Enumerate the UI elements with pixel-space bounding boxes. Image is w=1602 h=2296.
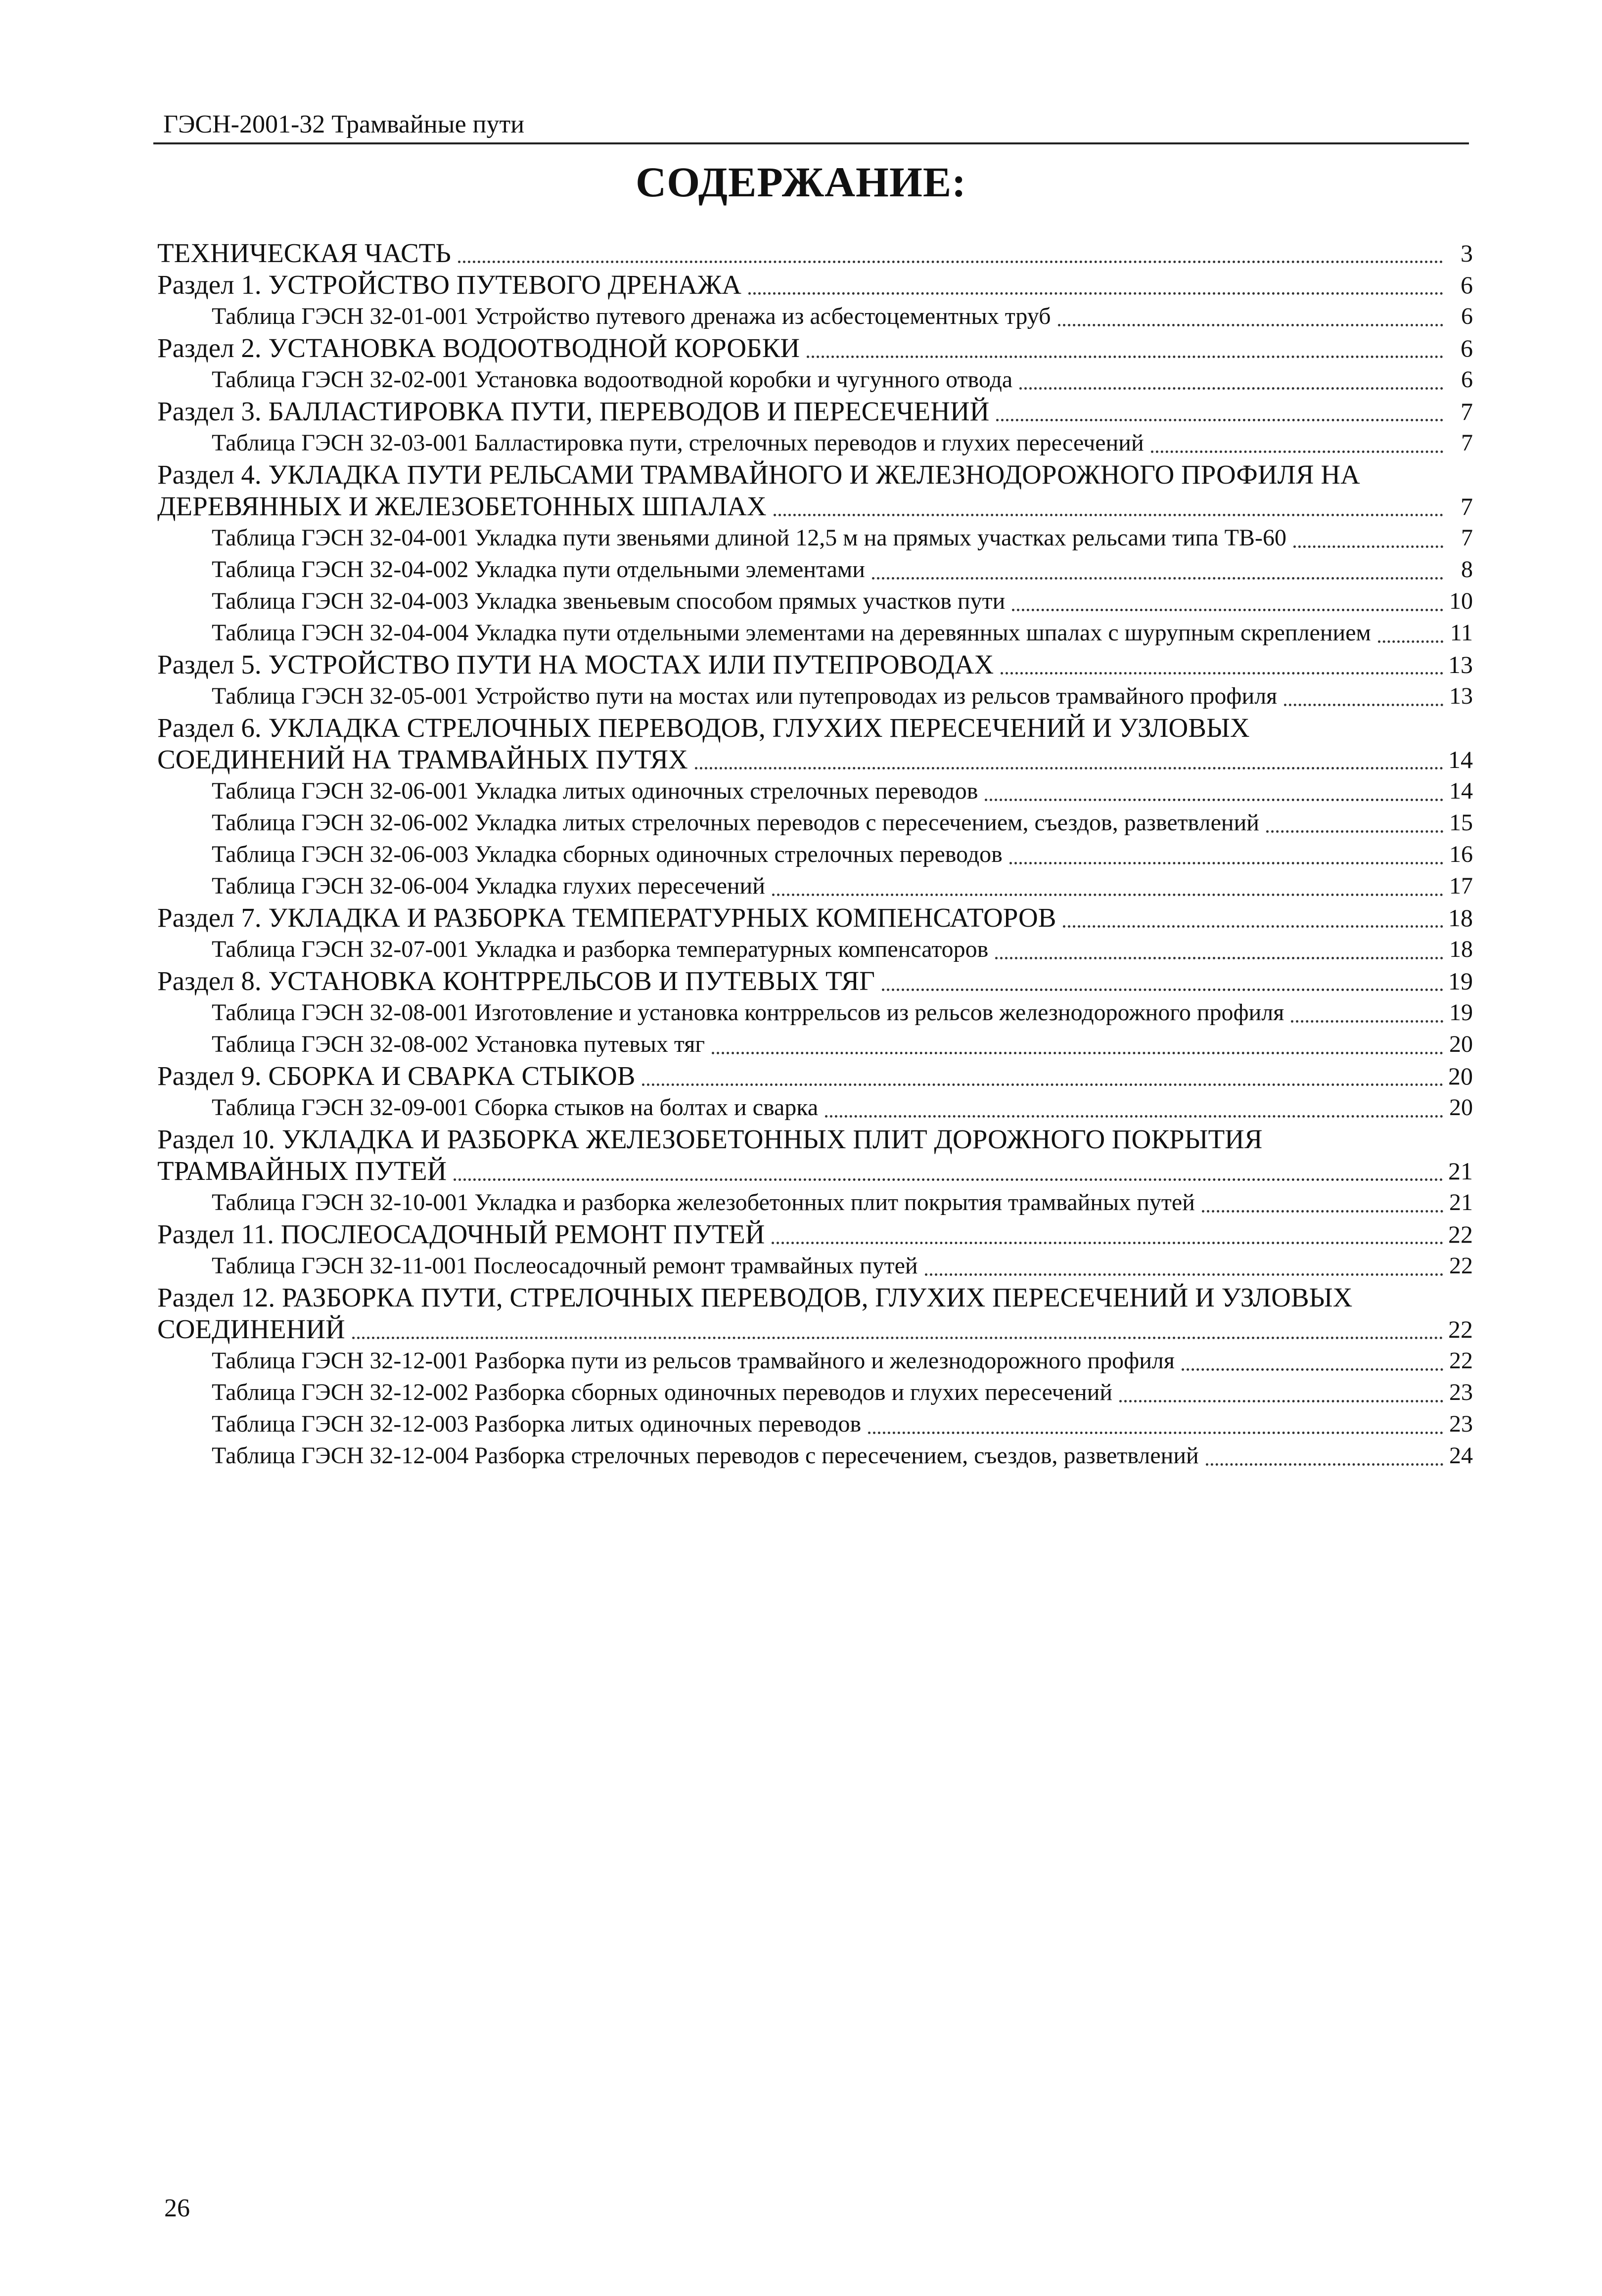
toc-page-number: 23: [1449, 1411, 1473, 1437]
toc-entry-text: Раздел 3. БАЛЛАСТИРОВКА ПУТИ, ПЕРЕВОДОВ И ПЕРЕСЕЧЕНИЙ: [157, 396, 990, 426]
toc-entry-text: ТЕХНИЧЕСКАЯ ЧАСТЬ: [157, 238, 451, 268]
toc-table-entry[interactable]: [157, 522, 1473, 554]
toc-table-entry[interactable]: [157, 680, 1473, 712]
toc-page-number: 8: [1461, 556, 1473, 583]
dot-leader: [458, 261, 1443, 263]
toc-entry-text: Таблица ГЭСН 32-12-003 Разборка литых одиночных переводов: [212, 1411, 862, 1437]
toc-table-entry[interactable]: [157, 617, 1473, 649]
dot-leader: [454, 1178, 1443, 1181]
toc-table-entry[interactable]: [157, 1029, 1473, 1060]
toc-page-number: 19: [1448, 967, 1473, 995]
toc-entry-text: Раздел 5. УСТРОЙСТВО ПУТИ НА МОСТАХ ИЛИ ПУТЕПРОВОДАХ: [157, 649, 994, 679]
toc-entry-text: Таблица ГЭСН 32-08-002 Установка путевых тяг: [212, 1031, 705, 1057]
toc-entry-text: Раздел 1. УСТРОЙСТВО ПУТЕВОГО ДРЕНАЖА: [157, 270, 741, 300]
toc-section-entry[interactable]: [157, 712, 1473, 775]
toc-page-number: 7: [1461, 493, 1473, 520]
toc-section-entry[interactable]: [157, 1060, 1473, 1092]
dot-leader: [882, 989, 1443, 991]
dot-leader: [1063, 925, 1443, 928]
toc-table-entry[interactable]: [157, 364, 1473, 396]
toc-page-number: 17: [1449, 873, 1473, 899]
toc-page-number: 7: [1461, 398, 1473, 425]
toc-page-number: 15: [1449, 810, 1473, 836]
toc-table-entry[interactable]: [157, 554, 1473, 585]
dot-leader: [1293, 545, 1443, 548]
dot-leader: [1291, 1020, 1443, 1023]
dot-leader: [642, 1083, 1443, 1086]
toc-table-entry[interactable]: [157, 1377, 1473, 1408]
toc-page-number: 20: [1448, 1062, 1473, 1090]
toc-page-number: 14: [1449, 778, 1473, 804]
toc-section-entry[interactable]: [157, 1218, 1473, 1250]
table-of-contents: [157, 237, 1473, 1472]
toc-table-entry[interactable]: [157, 839, 1473, 870]
dot-leader: [807, 356, 1443, 358]
dot-leader: [1058, 324, 1443, 326]
toc-page-number: 6: [1461, 271, 1473, 299]
toc-entry-text: Раздел 9. СБОРКА И СВАРКА СТЫКОВ: [157, 1061, 636, 1091]
toc-section-entry[interactable]: [157, 459, 1473, 522]
toc-entry-text: Таблица ГЭСН 32-07-001 Укладка и разборка температурных компенсаторов: [212, 936, 989, 962]
toc-table-entry[interactable]: [157, 585, 1473, 617]
toc-entry-text: Таблица ГЭСН 32-06-001 Укладка литых одиночных стрелочных переводов: [212, 778, 978, 804]
toc-entry-text: Раздел 2. УСТАНОВКА ВОДООТВОДНОЙ КОРОБКИ: [157, 333, 800, 363]
dot-leader: [1151, 450, 1443, 453]
toc-entry-text: Таблица ГЭСН 32-10-001 Укладка и разборка железобетонных плит покрытия трамвайных путей: [212, 1189, 1195, 1216]
toc-section-entry[interactable]: [157, 1124, 1473, 1187]
dot-leader: [1019, 387, 1443, 390]
toc-page-number: 20: [1449, 1094, 1473, 1121]
toc-entry-text: Таблица ГЭСН 32-12-004 Разборка стрелочных переводов с пересечением, съездов, разветвлений: [212, 1442, 1199, 1469]
dot-leader: [1012, 609, 1443, 611]
dot-leader: [985, 799, 1443, 801]
toc-page-number: 19: [1449, 999, 1473, 1026]
toc-page-number: 3: [1461, 239, 1473, 267]
toc-page-number: 18: [1448, 904, 1473, 932]
toc-entry-text: Таблица ГЭСН 32-06-004 Укладка глухих пересечений: [212, 873, 765, 899]
dot-leader: [1119, 1400, 1443, 1402]
toc-entry-text: Таблица ГЭСН 32-09-001 Сборка стыков на болтах и сварка: [212, 1094, 819, 1121]
toc-entry-text: Таблица ГЭСН 32-12-002 Разборка сборных одиночных переводов и глухих пересечений: [212, 1379, 1113, 1405]
toc-entry-text: Раздел 6. УКЛАДКА СТРЕЛОЧНЫХ ПЕРЕВОДОВ, ГЛУХИХ ПЕРЕСЕЧЕНИЙ И УЗЛОВЫХ СОЕДИНЕНИЙ НА ТРАМВАЙНЫХ ПУТЯХ: [157, 713, 1250, 774]
toc-page-number: 6: [1461, 366, 1473, 393]
toc-section-entry[interactable]: [157, 965, 1473, 997]
dot-leader: [1284, 704, 1443, 706]
toc-page-number: 7: [1461, 430, 1473, 456]
toc-entry-text: Раздел 4. УКЛАДКА ПУТИ РЕЛЬСАМИ ТРАМВАЙНОГО И ЖЕЛЕЗНОДОРОЖНОГО ПРОФИЛЯ НА ДЕРЕВЯННЫХ И ЖЕЛЕЗОБЕТОННЫХ ШПАЛАХ: [157, 459, 1360, 521]
toc-table-entry[interactable]: [157, 1440, 1473, 1472]
dot-leader: [772, 894, 1443, 896]
toc-section-entry[interactable]: [157, 237, 1473, 269]
dot-leader: [872, 577, 1443, 580]
toc-section-entry[interactable]: [157, 902, 1473, 934]
header-rule: [153, 142, 1469, 144]
dot-leader: [712, 1052, 1443, 1054]
toc-entry-text: Таблица ГЭСН 32-12-001 Разборка пути из рельсов трамвайного и железнодорожного профиля: [212, 1348, 1175, 1374]
dot-leader: [1182, 1368, 1443, 1371]
toc-entry-text: Раздел 10. УКЛАДКА И РАЗБОРКА ЖЕЛЕЗОБЕТОННЫХ ПЛИТ ДОРОЖНОГО ПОКРЫТИЯ ТРАМВАЙНЫХ ПУТЕЙ: [157, 1124, 1263, 1186]
toc-page-number: 22: [1449, 1253, 1473, 1279]
toc-section-entry[interactable]: [157, 649, 1473, 680]
toc-table-entry[interactable]: [157, 870, 1473, 902]
toc-table-entry[interactable]: [157, 1345, 1473, 1377]
dot-leader: [1001, 672, 1443, 675]
toc-section-entry[interactable]: [157, 396, 1473, 427]
toc-table-entry[interactable]: [157, 1092, 1473, 1124]
toc-entry-text: Таблица ГЭСН 32-04-002 Укладка пути отдельными элементами: [212, 556, 865, 583]
toc-page-number: 18: [1449, 936, 1473, 962]
dot-leader: [1202, 1210, 1443, 1213]
dot-leader: [996, 419, 1443, 421]
toc-table-entry[interactable]: [157, 1187, 1473, 1218]
dot-leader: [772, 1242, 1443, 1244]
toc-page-number: 21: [1449, 1189, 1473, 1216]
page-title: СОДЕРЖАНИЕ:: [636, 158, 966, 206]
dot-leader: [868, 1432, 1443, 1434]
toc-table-entry[interactable]: [157, 427, 1473, 459]
toc-page-number: 6: [1461, 334, 1473, 362]
toc-table-entry[interactable]: [157, 934, 1473, 965]
toc-page-number: 13: [1448, 651, 1473, 678]
page-number: 26: [164, 2194, 190, 2222]
dot-leader: [1206, 1463, 1443, 1466]
toc-entry-text: Таблица ГЭСН 32-04-003 Укладка звеньевым способом прямых участков пути: [212, 588, 1006, 614]
toc-entry-text: Таблица ГЭСН 32-02-001 Установка водоотводной коробки и чугунного отвода: [212, 366, 1013, 393]
toc-entry-text: Таблица ГЭСН 32-04-001 Укладка пути звеньями длиной 12,5 м на прямых участках рельсами типа ТВ-60: [212, 525, 1286, 551]
toc-page-number: 7: [1461, 525, 1473, 551]
toc-page-number: 13: [1449, 683, 1473, 709]
toc-entry-text: Раздел 8. УСТАНОВКА КОНТРРЕЛЬСОВ И ПУТЕВЫХ ТЯГ: [157, 966, 875, 996]
toc-section-entry[interactable]: [157, 269, 1473, 301]
toc-page-number: 23: [1449, 1379, 1473, 1405]
toc-section-entry[interactable]: [157, 332, 1473, 364]
toc-entry-text: Таблица ГЭСН 32-05-001 Устройство пути на мостах или путепроводах из рельсов трамвайного профиля: [212, 683, 1278, 709]
dot-leader: [774, 514, 1443, 516]
toc-page-number: 22: [1449, 1348, 1473, 1374]
toc-page-number: 11: [1450, 620, 1473, 646]
toc-table-entry[interactable]: [157, 775, 1473, 807]
toc-entry-text: Таблица ГЭСН 32-08-001 Изготовление и установка контррельсов из рельсов железнодорожного профиля: [212, 999, 1284, 1026]
dot-leader: [695, 767, 1443, 769]
toc-page-number: 14: [1448, 746, 1473, 773]
toc-page-number: 20: [1449, 1031, 1473, 1057]
toc-page-number: 10: [1449, 588, 1473, 614]
running-head: ГЭСН-2001-32 Трамвайные пути: [163, 110, 525, 138]
dot-leader: [1266, 830, 1443, 833]
dot-leader: [1009, 862, 1443, 864]
toc-table-entry[interactable]: [157, 1408, 1473, 1440]
dot-leader: [995, 957, 1443, 959]
toc-entry-text: Таблица ГЭСН 32-06-003 Укладка сборных одиночных стрелочных переводов: [212, 841, 1003, 867]
toc-table-entry[interactable]: [157, 807, 1473, 839]
dot-leader: [925, 1273, 1443, 1276]
toc-table-entry[interactable]: [157, 301, 1473, 332]
toc-section-entry[interactable]: [157, 1282, 1473, 1345]
dot-leader: [1378, 640, 1443, 643]
toc-entry-text: Раздел 11. ПОСЛЕОСАДОЧНЫЙ РЕМОНТ ПУТЕЙ: [157, 1219, 765, 1249]
toc-entry-text: Таблица ГЭСН 32-03-001 Балластировка пути, стрелочных переводов и глухих пересечений: [212, 430, 1144, 456]
toc-entry-text: Раздел 12. РАЗБОРКА ПУТИ, СТРЕЛОЧНЫХ ПЕРЕВОДОВ, ГЛУХИХ ПЕРЕСЕЧЕНИЙ И УЗЛОВЫХ СОЕДИНЕНИЙ: [157, 1282, 1353, 1344]
toc-page-number: 21: [1448, 1157, 1473, 1185]
toc-table-entry[interactable]: [157, 997, 1473, 1029]
toc-entry-text: Раздел 7. УКЛАДКА И РАЗБОРКА ТЕМПЕРАТУРНЫХ КОМПЕНСАТОРОВ: [157, 902, 1056, 933]
dot-leader: [825, 1115, 1443, 1118]
toc-entry-text: Таблица ГЭСН 32-04-004 Укладка пути отдельными элементами на деревянных шпалах с шурупным скреплением: [212, 620, 1371, 646]
toc-entry-text: Таблица ГЭСН 32-06-002 Укладка литых стрелочных переводов с пересечением, съездов, разветвлений: [212, 810, 1259, 836]
toc-page-number: 16: [1449, 841, 1473, 867]
toc-table-entry[interactable]: [157, 1250, 1473, 1282]
toc-entry-text: Таблица ГЭСН 32-01-001 Устройство путевого дренажа из асбестоцементных труб: [212, 303, 1051, 329]
toc-page-number: 22: [1448, 1315, 1473, 1343]
toc-entry-text: Таблица ГЭСН 32-11-001 Послеосадочный ремонт трамвайных путей: [212, 1253, 918, 1279]
toc-page-number: 24: [1449, 1442, 1473, 1469]
dot-leader: [352, 1337, 1443, 1339]
toc-page-number: 6: [1461, 303, 1473, 329]
toc-page-number: 22: [1448, 1220, 1473, 1248]
dot-leader: [748, 292, 1443, 295]
